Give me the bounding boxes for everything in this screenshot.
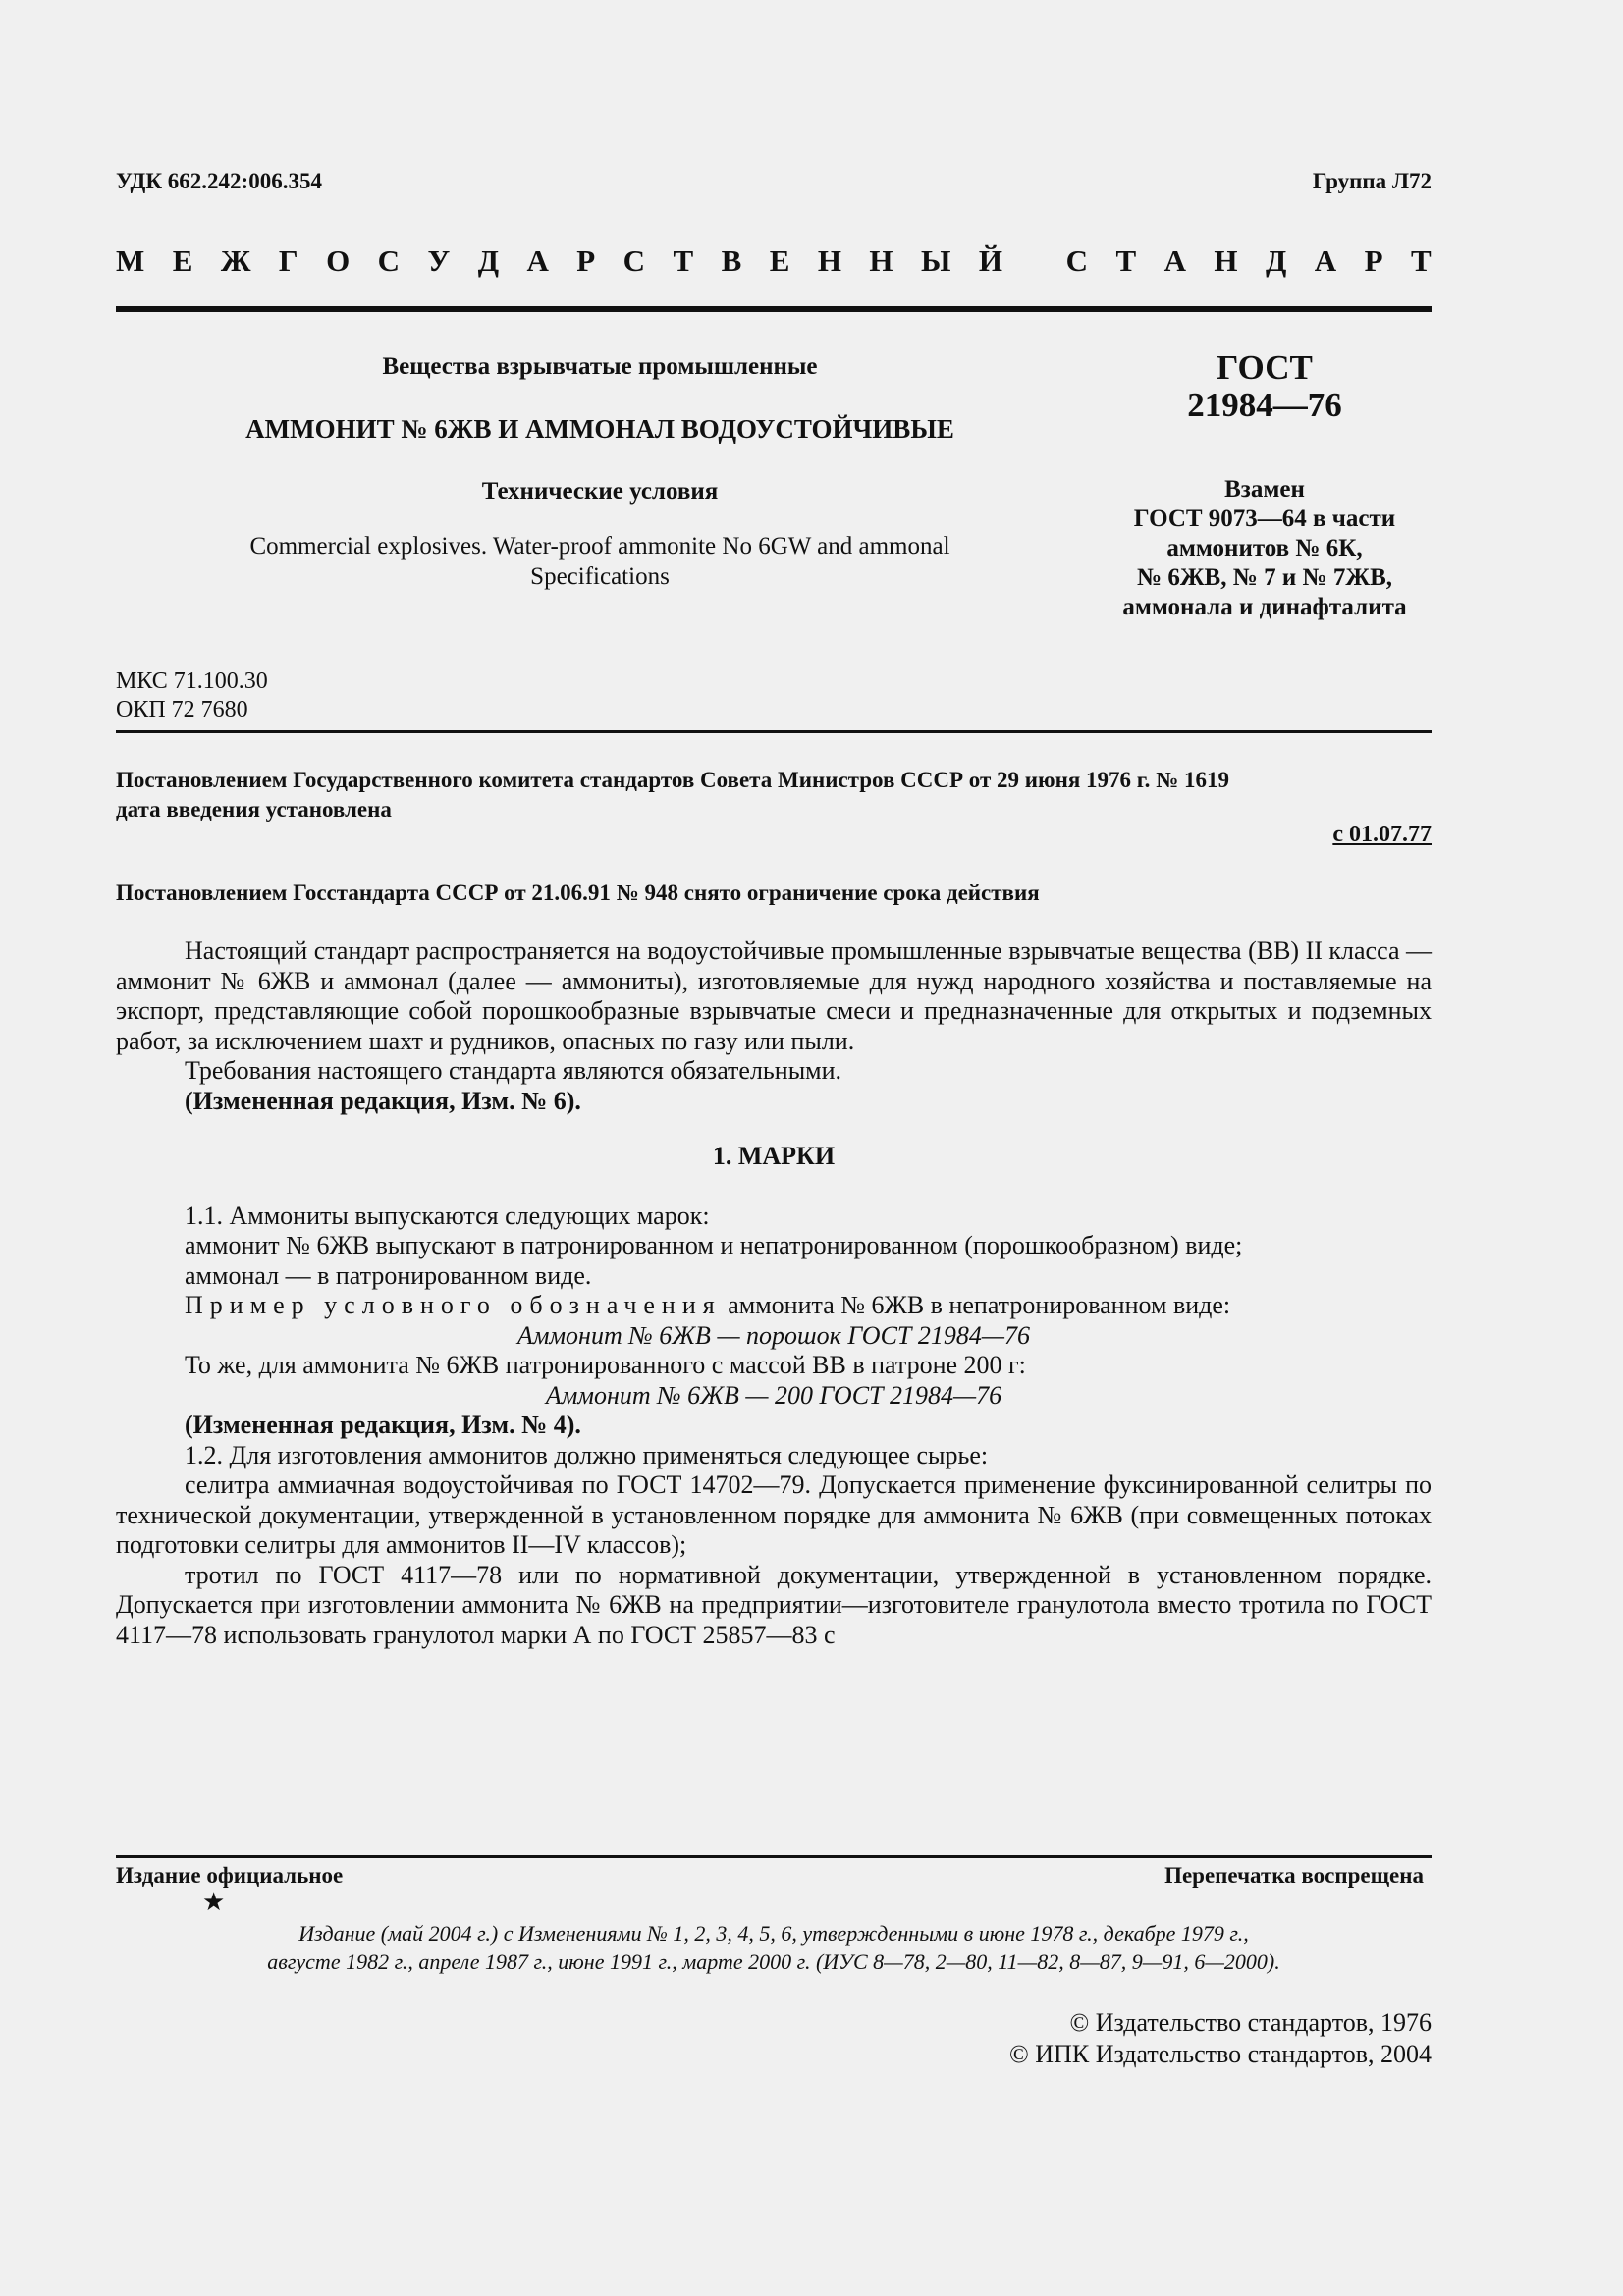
intro-paragraph: Настоящий стандарт распространяется на водоустойчивые промышленные взрывчатые вещества (ВВ) II класса — аммонит № 6ЖВ и аммонал (далее — аммониты), изготовляемые для нужд народного хозяйства и поставляемые на экспорт, представляющие собой порошкообразные взрывчатые смеси и предназначенные для открытых и подземных работ, за исключением шахт и рудников, опасных по газу или пыли. (116, 936, 1432, 1055)
banner-letter: С (622, 243, 646, 278)
banner-letter: О (326, 243, 351, 278)
gost-number-block (1098, 349, 1432, 424)
clause-paragraph: аммонал — в патронированном виде. (185, 1260, 592, 1290)
banner-letter: С (1065, 243, 1089, 278)
copyright-block (1009, 2007, 1432, 2070)
title-english-1: Commercial explosives. Water-proof ammonite No 6GW and ammonal (249, 533, 950, 560)
banner-letter: В (721, 243, 742, 278)
banner-letter: Н (1214, 243, 1238, 278)
copyright-line: © ИПК Издательство стандартов, 2004 (1009, 2040, 1432, 2068)
replaces-line: аммонала и динафталита (1122, 594, 1407, 620)
banner-letter: Е (769, 243, 790, 278)
validity-decree: Постановлением Госстандарта СССР от 21.06.91 № 948 снято ограничение срока действия (116, 881, 1040, 905)
clause-paragraph (116, 1291, 1432, 1321)
clause-paragraph: селитра аммиачная водоустойчивая по ГОСТ 14702—79. Допускается применение фуксинированной селитры по технической документации, утвержденной в установленном порядке для аммонита № 6ЖВ (при совмещенных потоках подготовки селитры для аммонитов II—IV классов); (116, 1470, 1432, 1559)
title-block (116, 353, 1084, 592)
standard-banner (116, 243, 1432, 279)
clause-paragraph: аммонит № 6ЖВ выпускают в патронированном и непатронированном (порошкообразном) виде; (185, 1231, 1243, 1259)
reprint-prohibited-label: Перепечатка воспрещена (1164, 1863, 1424, 1888)
document-page (116, 0, 1432, 2296)
footer-rule (116, 1855, 1432, 1858)
classification-codes (116, 667, 268, 724)
intro-paragraph: Требования настоящего стандарта являются обязательными. (185, 1056, 842, 1085)
clause-text: аммонита № 6ЖВ в непатронированном виде: (721, 1291, 1231, 1319)
mks-code: МКС 71.100.30 (116, 668, 268, 694)
edition-note (116, 1919, 1432, 1976)
official-edition-label: Издание официальное (116, 1863, 344, 1888)
replaces-line: ГОСТ 9073—64 в части (1133, 506, 1396, 532)
udk-code: УДК 662.242:006.354 (116, 169, 322, 193)
banner-letter: Р (576, 243, 596, 278)
banner-letter: Ж (220, 243, 251, 278)
okp-code: ОКП 72 7680 (116, 697, 248, 722)
banner-letter: Й (978, 243, 1002, 278)
clause-paragraph: То же, для аммонита № 6ЖВ патронированного с массой ВВ в патроне 200 г: (185, 1351, 1026, 1379)
banner-letter: Р (1364, 243, 1383, 278)
banner-letter: Е (172, 243, 193, 278)
clause-paragraph: тротил по ГОСТ 4117—78 или по нормативной документации, утвержденной в установленном порядке. Допускается при изготовлении аммонита № 6ЖВ на предприятии—изготовителе гранулотола вместо тротила по ГОСТ 4117—78 использовать гранулотол марки А по ГОСТ 25857—83 с (116, 1560, 1432, 1649)
title-english-2: Specifications (530, 563, 670, 590)
banner-letter: Н (869, 243, 893, 278)
replaces-line: аммонитов № 6К, (1166, 535, 1363, 561)
edition-line: Издание (май 2004 г.) с Изменениями № 1, 2, 3, 4, 5, 6, утвержденными в июне 1978 г., декабре 1979 г., (298, 1921, 1249, 1946)
document-body (116, 936, 1432, 1650)
banner-letter: А (1314, 243, 1337, 278)
amendment-note: (Измененная редакция, Изм. № 4). (185, 1411, 581, 1439)
codes-rule (116, 730, 1432, 733)
banner-letter: Д (477, 243, 500, 278)
title-category: Вещества взрывчатые промышленные (382, 353, 818, 380)
clause-paragraph: 1.1. Аммониты выпускаются следующих марок: (185, 1201, 710, 1230)
edition-line: августе 1982 г., апреле 1987 г., июне 1991 г., марте 2000 г. (ИУС 8—78, 2—80, 11—82, 8—87, 9—91, 6—2000). (267, 1949, 1280, 1974)
star-icon: ★ (202, 1888, 226, 1916)
replaces-line: № 6ЖВ, № 7 и № 7ЖВ, (1136, 564, 1393, 591)
banner-letter: А (1163, 243, 1186, 278)
designation-example: Аммонит № 6ЖВ — порошок ГОСТ 21984—76 (516, 1320, 1030, 1350)
gost-label: ГОСТ (1217, 348, 1313, 387)
clause-paragraph: 1.2. Для изготовления аммонитов должно применяться следующее сырье: (185, 1440, 989, 1469)
group-code: Группа Л72 (1312, 169, 1432, 193)
effective-date: с 01.07.77 (1332, 822, 1432, 847)
banner-letter: Ы (920, 243, 951, 278)
replaces-line: Взамен (1224, 476, 1305, 503)
title-subtitle: Технические условия (481, 478, 719, 505)
banner-letter: Н (817, 243, 841, 278)
banner-gap (1030, 243, 1038, 279)
amendment-note: (Измененная редакция, Изм. № 6). (185, 1086, 581, 1115)
banner-letter: Т (1410, 243, 1432, 278)
banner-letter: Г (278, 243, 298, 278)
adoption-decree (116, 766, 1432, 825)
copyright-line: © Издательство стандартов, 1976 (1069, 2008, 1432, 2037)
decree-text: Постановлением Государственного комитета стандартов Совета Министров СССР от 29 июня 1976 г. № 1619 (116, 768, 1229, 792)
banner-letter: У (427, 243, 451, 278)
decree-date-label: дата введения установлена (116, 797, 392, 822)
title-main: АММОНИТ № 6ЖВ И АММОНАЛ ВОДОУСТОЙЧИВЫЕ (245, 414, 954, 444)
banner-letter: Т (673, 243, 694, 278)
gost-number: 21984—76 (1187, 386, 1342, 424)
header-rule (116, 306, 1432, 312)
banner-letter: Т (1115, 243, 1137, 278)
section-title: 1. МАРКИ (712, 1142, 836, 1170)
designation-example: Аммонит № 6ЖВ — 200 ГОСТ 21984—76 (545, 1380, 1002, 1410)
banner-letter: М (116, 243, 145, 278)
replaces-block (1098, 475, 1432, 622)
spaced-term: Пример условного обозначения (185, 1291, 722, 1319)
banner-letter: А (526, 243, 549, 278)
banner-letter: Д (1265, 243, 1287, 278)
banner-letter: С (377, 243, 401, 278)
